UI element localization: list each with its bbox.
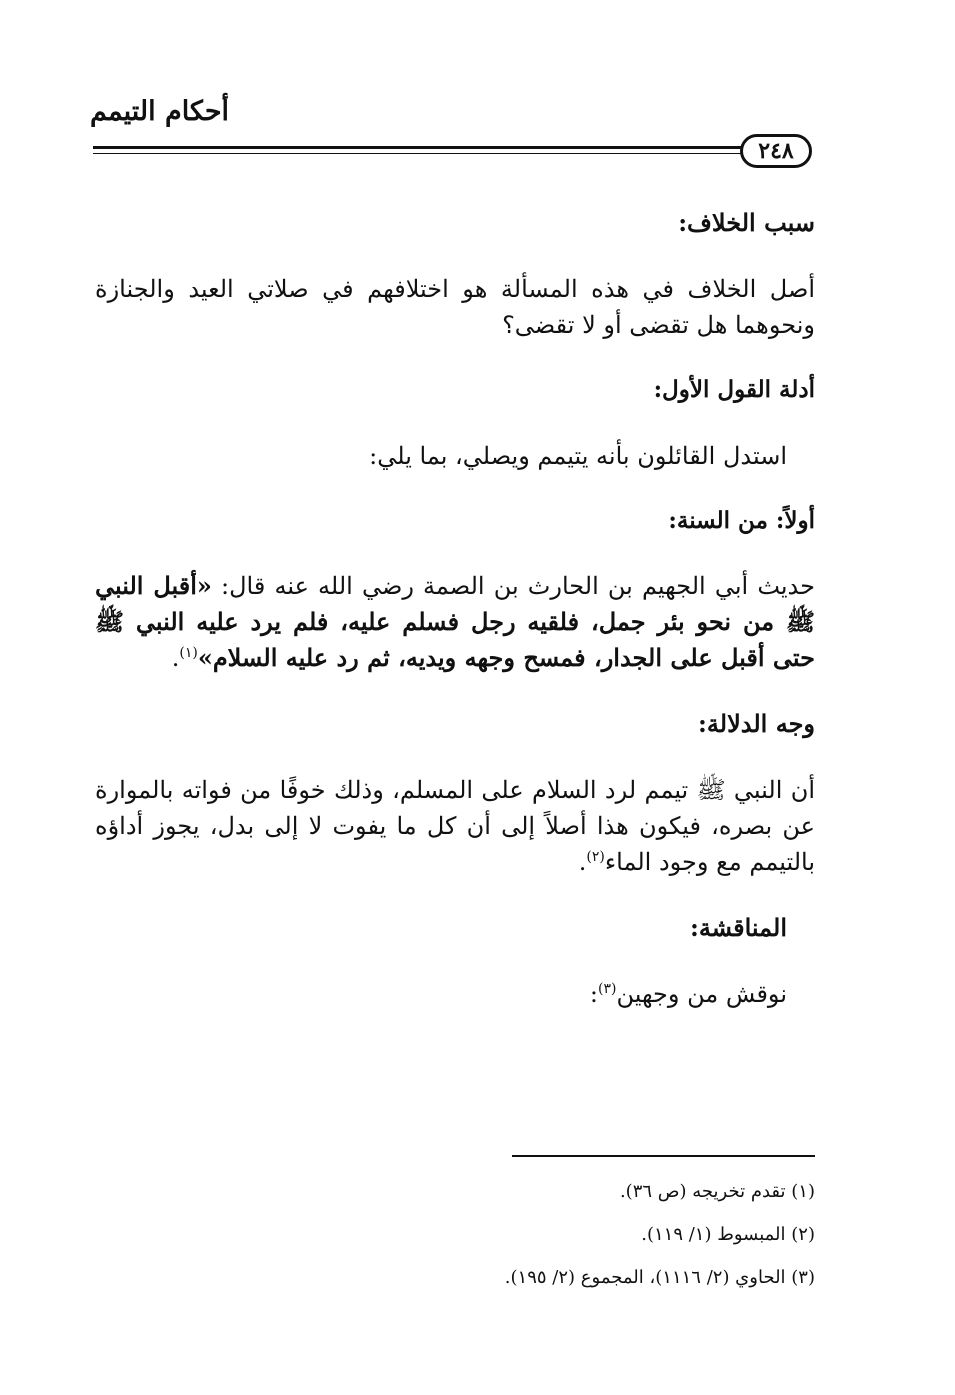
footnote-3: (٣) الحاوي (٢/ ١١١٦)، المجموع (٢/ ١٩٥). [504, 1267, 815, 1288]
heading-from-sunnah: أولاً: من السنة: [668, 506, 815, 534]
heading-discussion: المناقشة: [689, 913, 787, 942]
running-header-title: أحكام التيمم [90, 96, 230, 127]
footnote-ref-2: (٢) [586, 849, 605, 865]
indication-text: أن النبي ﷺ تيمم لرد السلام على المسلم، وذلك خوفًا من فواته بالموارة عن بصره، فيكون هذا أصلاً إلى أن كل ما يفوت لا إلى بدل، يجوز أداؤه بالتيمم مع وجود الماء [95, 776, 815, 876]
paragraph-hadith: حديث أبي الجهيم بن الحارث بن الصمة رضي الله عنه قال: «أقبل النبي ﷺ من نحو بئر جمل، فلقيه رجل فسلم عليه، فلم يرد عليه النبي ﷺ حتى أقبل على الجدار، فمسح وجهه ويديه، ثم رد عليه السلام»$^{(١)}$. [95, 571, 815, 672]
paragraph-evidence-intro: استدل القائلون بأنه يتيمم ويصلي، بما يلي: [369, 441, 787, 470]
heading-reason-of-dispute: سبب الخلاف: [678, 208, 815, 237]
heading-first-opinion-evidence: أدلة القول الأول: [653, 376, 815, 403]
footnote-1: (١) تقدم تخريجه (ص ٣٦). [619, 1181, 815, 1202]
footnote-2: (٢) المبسوط (١/ ١١٩). [641, 1224, 815, 1245]
paragraph-indication: أن النبي ﷺ تيمم لرد السلام على المسلم، وذلك خوفًا من فواته بالموارة عن بصره، فيكون هذا أصلاً إلى أن كل ما يفوت لا إلى بدل، يجوز أداؤه بالتيمم مع وجود الماء$^{(٢)}$. [95, 776, 815, 876]
main-text [95, 205, 815, 1042]
footnote-ref-3: (٣) [598, 981, 617, 997]
hadith-intro: حديث أبي الجهيم بن الحارث بن الصمة رضي الله عنه قال: [221, 572, 815, 600]
hadith-quote: «أقبل النبي ﷺ من نحو بئر جمل، فلقيه رجل فسلم عليه، فلم يرد عليه النبي ﷺ حتى أقبل على الجدار، فمسح وجهه ويديه، ثم رد عليه السلام» [95, 571, 815, 672]
footnote-separator [512, 1155, 815, 1157]
discussion-text: نوقش من وجهين [616, 980, 787, 1008]
heading-indication: وجه الدلالة: [698, 709, 815, 738]
page-number-badge: ٢٤٨ [740, 134, 812, 168]
header-rule-thick [93, 146, 741, 149]
header-rule-thin [93, 153, 741, 154]
paragraph-reason-of-dispute: أصل الخلاف في هذه المسألة هو اختلافهم في صلاتي العيد والجنازة ونحوهما هل تقضى أو لا تقضى؟ [95, 275, 815, 339]
footnotes [95, 1178, 815, 1307]
footnote-ref-1: (١) [179, 645, 198, 661]
paragraph-discussion: نوقش من وجهين$^{(٣)}$: [589, 980, 787, 1008]
